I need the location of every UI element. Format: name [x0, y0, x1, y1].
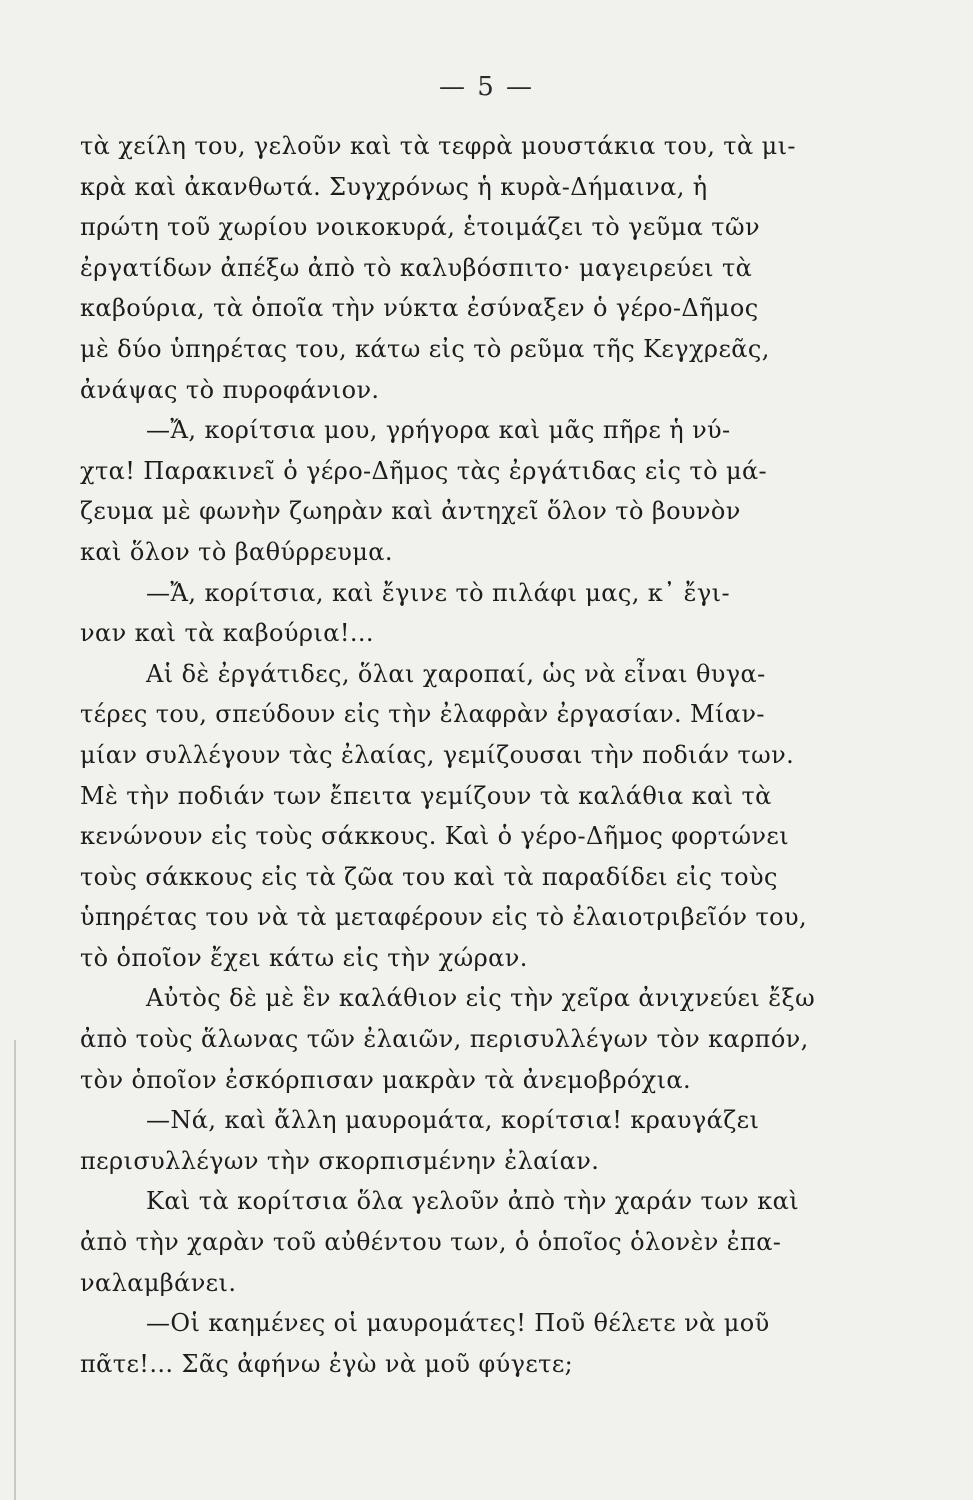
text-line: περισυλλέγων τὴν σκορπισμένην ἐλαίαν.: [80, 1146, 600, 1175]
text-line: πᾶτε!... Σᾶς ἀφήνω ἐγὼ νὰ μοῦ φύγετε;: [80, 1349, 574, 1378]
text-line: Αἱ δὲ ἐργάτιδες, ὅλαι χαροπαί, ὡς νὰ εἶναι θυγα-: [146, 659, 766, 688]
text-line: ἀπὸ τὴν χαρὰν τοῦ αὐθέντου των, ὁ ὁποῖος ὁλονὲν ἐπα-: [80, 1228, 782, 1257]
text-line: κενώνουν εἰς τοὺς σάκκους. Καὶ ὁ γέρο-Δῆμος φορτώνει: [80, 822, 790, 851]
text-line: μὲ δύο ὑπηρέτας του, κάτω εἰς τὸ ρεῦμα τῆς Κεγχρεᾶς,: [80, 334, 770, 363]
text-line: —Νά, καὶ ἄλλη μαυρομάτα, κορίτσια! κραυγάζει: [146, 1106, 760, 1135]
text-line: ἀπὸ τοὺς ἅλωνας τῶν ἐλαιῶν, περισυλλέγων τὸν καρπόν,: [80, 1025, 809, 1054]
page-number: — 5 —: [438, 72, 535, 102]
text-line: κρὰ καὶ ἀκανθωτά. Συγχρόνως ἡ κυρὰ-Δήμαινα, ἡ: [80, 172, 708, 201]
text-line: τοὺς σάκκους εἰς τὰ ζῶα του καὶ τὰ παραδίδει εἰς τοὺς: [80, 862, 778, 891]
text-line: πρώτη τοῦ χωρίου νοικοκυρά, ἑτοιμάζει τὸ γεῦμα τῶν: [80, 213, 760, 242]
text-line: Αὐτὸς δὲ μὲ ἓν καλάθιον εἰς τὴν χεῖρα ἀνιχνεύει ἔξω: [146, 984, 816, 1013]
text-line: Μὲ τὴν ποδιάν των ἔπειτα γεμίζουν τὰ καλάθια καὶ τὰ: [80, 781, 772, 810]
text-line: χτα! Παρακινεῖ ὁ γέρο-Δῆμος τὰς ἐργάτιδας εἰς τὸ μά-: [80, 456, 768, 485]
body-text: [80, 126, 820, 1384]
text-line: ζευμα μὲ φωνὴν ζωηρὰν καὶ ἀντηχεῖ ὅλον τὸ βουνὸν: [80, 497, 741, 526]
text-line: —Ἄ, κορίτσια, καὶ ἔγινε τὸ πιλάφι μας, κ᾿ ἔγι-: [146, 578, 730, 607]
text-line: Καὶ τὰ κορίτσια ὅλα γελοῦν ἀπὸ τὴν χαράν των καὶ: [146, 1187, 800, 1216]
text-line: τὸν ὁποῖον ἐσκόρπισαν μακρὰν τὰ ἀνεμοβρόχια.: [80, 1065, 692, 1094]
text-line: μίαν συλλέγουν τὰς ἐλαίας, γεμίζουσαι τὴν ποδιάν των.: [80, 740, 795, 769]
text-line: ναλαμβάνει.: [80, 1268, 237, 1297]
scan-edge-line: [14, 1040, 16, 1500]
text-line: —Ἄ, κορίτσια μου, γρήγορα καὶ μᾶς πῆρε ἡ νύ-: [146, 416, 731, 445]
text-line: καὶ ὅλον τὸ βαθύρρευμα.: [80, 537, 393, 566]
text-line: καβούρια, τὰ ὁποῖα τὴν νύκτα ἐσύναξεν ὁ γέρο-Δῆμος: [80, 294, 759, 323]
text-line: τὰ χείλη του, γελοῦν καὶ τὰ τεφρὰ μουστάκια του, τὰ μι-: [80, 132, 796, 160]
text-line: ναν καὶ τὰ καβούρια!...: [80, 619, 374, 648]
text-line: τέρες του, σπεύδουν εἰς τὴν ἐλαφρὰν ἐργασίαν. Μίαν-: [80, 700, 765, 729]
text-line: —Οἱ καημένες οἱ μαυρομάτες! Ποῦ θέλετε νὰ μοῦ: [146, 1309, 770, 1338]
text-line: τὸ ὁποῖον ἔχει κάτω εἰς τὴν χώραν.: [80, 943, 528, 972]
text-line: ἀνάψας τὸ πυροφάνιον.: [80, 375, 380, 404]
text-line: ὑπηρέτας του νὰ τὰ μεταφέρουν εἰς τὸ ἐλαιοτριβεῖόν του,: [80, 903, 807, 932]
text-line: ἐργατίδων ἀπέξω ἀπὸ τὸ καλυβόσπιτο· μαγειρεύει τὰ: [80, 253, 753, 282]
